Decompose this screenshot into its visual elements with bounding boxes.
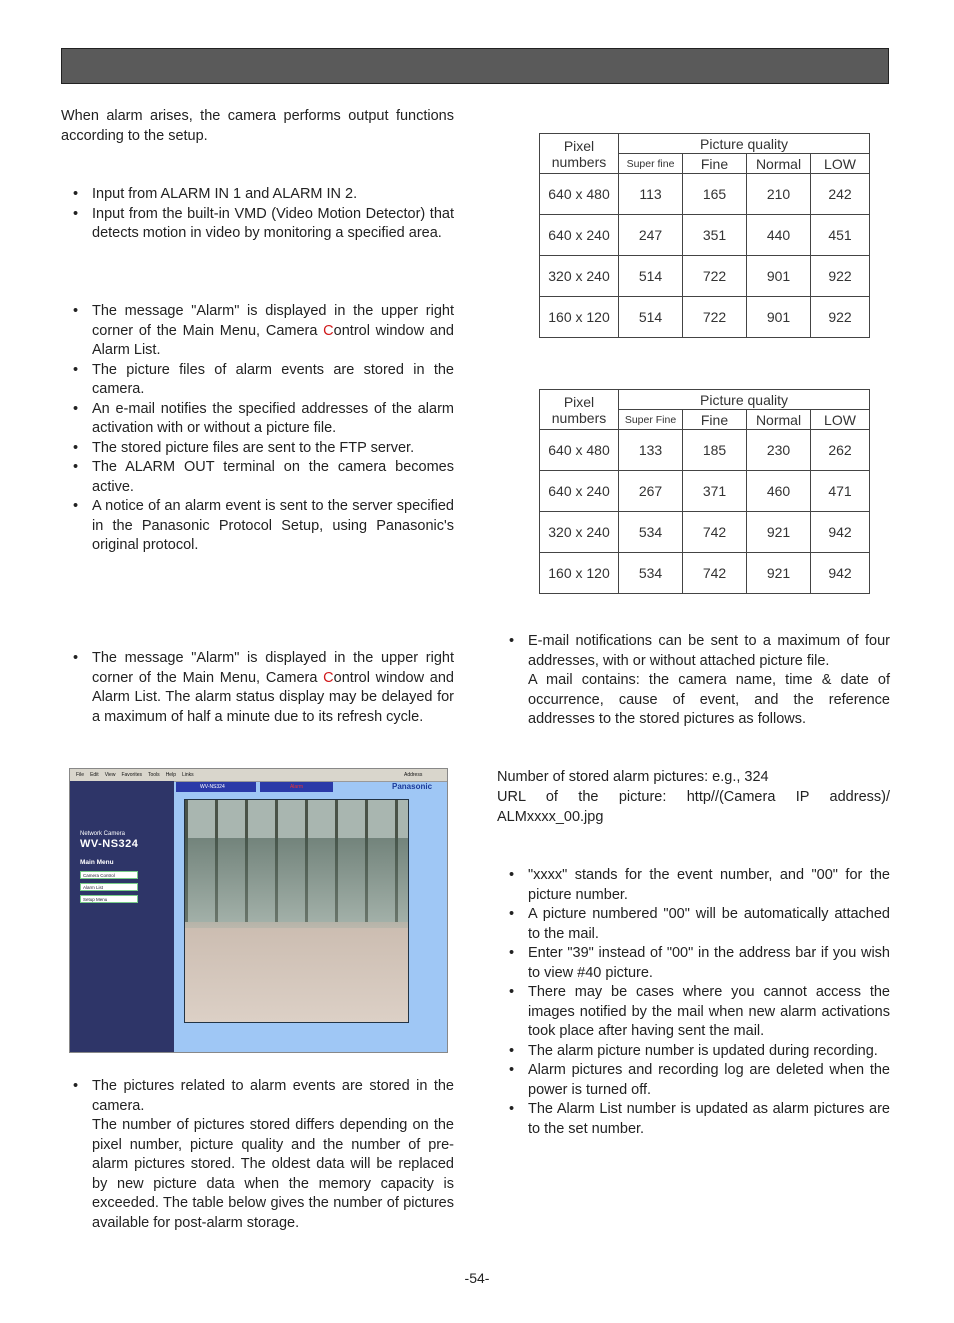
list-item: • Alarm pictures and recording log are deleted when the power is turned off. xyxy=(497,1061,890,1100)
list-item: • Input from the built-in VMD (Video Motion Detector) that detects motion in video by monitoring a specified area. xyxy=(61,205,454,244)
list-item: • The Alarm List number is updated as alarm pictures are to the set number. xyxy=(497,1100,890,1139)
email-note-list xyxy=(497,632,890,730)
camera-sidebar xyxy=(70,781,174,1053)
list-item: • Enter "39" instead of "00" in the address bar if you wish to view #40 picture. xyxy=(497,944,890,983)
cell: 742 xyxy=(683,512,747,553)
list-item: • An e-mail notifies the specified addresses of the alarm activation with or without a picture file. xyxy=(61,400,454,439)
cell: 230 xyxy=(747,430,811,471)
cell: 242 xyxy=(811,174,870,215)
cell: 901 xyxy=(747,297,811,338)
sidebar-subtitle: Network Camera xyxy=(80,831,126,837)
sub-header: LOW xyxy=(811,154,870,174)
camera-name-bar: WV-NS324 xyxy=(176,782,256,792)
list-item: • Input from ALARM IN 1 and ALARM IN 2. xyxy=(61,185,454,205)
table-row xyxy=(540,553,870,594)
action-list xyxy=(61,302,454,556)
cell: 160 x 120 xyxy=(540,553,619,594)
camera-model: WV-NS324 xyxy=(80,838,139,850)
cell: 460 xyxy=(747,471,811,512)
sub-header: LOW xyxy=(811,410,870,430)
cell: 165 xyxy=(683,174,747,215)
list-item: • A picture numbered "00" will be automatically attached to the mail. xyxy=(497,905,890,944)
picture-table-1 xyxy=(539,133,870,338)
list-item: • The stored picture files are sent to the FTP server. xyxy=(61,439,454,459)
cell: 921 xyxy=(747,553,811,594)
storage-note-list xyxy=(61,1077,454,1233)
cell: 922 xyxy=(811,256,870,297)
cell: 722 xyxy=(683,256,747,297)
table-row xyxy=(540,297,870,338)
table-row xyxy=(540,512,870,553)
browser-screenshot xyxy=(69,768,448,1053)
list-item: • "xxxx" stands for the event number, and "00" for the picture number. xyxy=(497,866,890,905)
cell: 185 xyxy=(683,430,747,471)
picture-table-2 xyxy=(539,389,870,594)
cell: 320 x 240 xyxy=(540,512,619,553)
url-text: URL of the picture: http//(Camera IP address)/ ALMxxxx_00.jpg xyxy=(497,789,890,825)
cell: 210 xyxy=(747,174,811,215)
list-item: • A notice of an alarm event is sent to the server specified in the Panasonic Protocol Setup, using Panasonic's original protocol. xyxy=(61,497,454,556)
trigger-list xyxy=(61,185,454,244)
alarm-indicator: Alarm xyxy=(260,782,333,792)
camera-control-button[interactable]: Camera Control xyxy=(80,871,138,879)
cell: 742 xyxy=(683,553,747,594)
sub-header: Fine xyxy=(683,154,747,174)
sub-header: Fine xyxy=(683,410,747,430)
cell: 160 x 120 xyxy=(540,297,619,338)
cell: 514 xyxy=(619,297,683,338)
setup-menu-button[interactable]: Setup Menu xyxy=(80,895,138,903)
main-menu-title: Main Menu xyxy=(80,859,114,866)
header-pixel: Pixel numbers xyxy=(540,134,619,174)
header-quality: Picture quality xyxy=(619,134,870,154)
cell: 640 x 480 xyxy=(540,430,619,471)
cell: 640 x 240 xyxy=(540,471,619,512)
brand-logo: Panasonic xyxy=(392,782,433,791)
list-item: • The alarm picture number is updated during recording. xyxy=(497,1042,890,1062)
table-row xyxy=(540,430,870,471)
camera-video-image xyxy=(184,799,409,1023)
cell: 451 xyxy=(811,215,870,256)
sub-header: Super fine xyxy=(619,154,683,174)
sub-header: Super Fine xyxy=(619,410,683,430)
display-note-list xyxy=(61,649,454,727)
cell: 640 x 480 xyxy=(540,174,619,215)
cell: 440 xyxy=(747,215,811,256)
cell: 371 xyxy=(683,471,747,512)
cell: 113 xyxy=(619,174,683,215)
intro-text: When alarm arises, the camera performs output functions according to the setup. xyxy=(61,108,454,144)
sub-header: Normal xyxy=(747,410,811,430)
cell: 247 xyxy=(619,215,683,256)
list-item: • There may be cases where you cannot access the images notified by the mail when new alarm activations took place after having sent the mail. xyxy=(497,983,890,1042)
table-row xyxy=(540,256,870,297)
table-row xyxy=(540,471,870,512)
cell: 901 xyxy=(747,256,811,297)
list-item: • The message "Alarm" is displayed in the upper right corner of the Main Menu, Camera Control window and Alarm List. xyxy=(61,302,454,361)
page-number: -54- xyxy=(464,1270,490,1286)
cell: 514 xyxy=(619,256,683,297)
cell: 320 x 240 xyxy=(540,256,619,297)
section-header-bar xyxy=(61,48,889,84)
sub-header: Normal xyxy=(747,154,811,174)
cell: 133 xyxy=(619,430,683,471)
cell: 942 xyxy=(811,512,870,553)
cell: 262 xyxy=(811,430,870,471)
notes-list xyxy=(497,866,890,1139)
list-item: • The message "Alarm" is displayed in the upper right corner of the Main Menu, Camera Control window and Alarm List. The alarm status display may be delayed for a maximum of half a minute due to its refresh cycle. xyxy=(61,649,454,727)
list-item: • The ALARM OUT terminal on the camera becomes active. xyxy=(61,458,454,497)
list-item: • E-mail notifications can be sent to a maximum of four addresses, with or without attached picture file. A mail contains: the camera name, time & date of occurrence, cause of event, and the reference addresses to the stored pictures as follows. xyxy=(497,632,890,730)
cell: 922 xyxy=(811,297,870,338)
cell: 267 xyxy=(619,471,683,512)
cell: 640 x 240 xyxy=(540,215,619,256)
stored-count-text: Number of stored alarm pictures: e.g., 324 xyxy=(497,769,769,785)
table-row xyxy=(540,174,870,215)
header-quality: Picture quality xyxy=(619,390,870,410)
cell: 722 xyxy=(683,297,747,338)
table-row xyxy=(540,215,870,256)
cell: 471 xyxy=(811,471,870,512)
video-glass-overlay xyxy=(185,838,408,928)
cell: 351 xyxy=(683,215,747,256)
cell: 942 xyxy=(811,553,870,594)
cell: 534 xyxy=(619,553,683,594)
cell: 534 xyxy=(619,512,683,553)
list-item: • The picture files of alarm events are stored in the camera. xyxy=(61,361,454,400)
browser-menubar: File Edit View Favorites Tools Help Links Address xyxy=(70,769,448,782)
header-pixel: Pixel numbers xyxy=(540,390,619,430)
cell: 921 xyxy=(747,512,811,553)
list-item: • The pictures related to alarm events are stored in the camera. The number of pictures stored differs depending on the pixel number, picture quality and the number of pre-alarm pictures stored. The oldest data will be replaced by new picture data when the memory capacity is exceeded. The table below gives the number of pictures available for post-alarm storage. xyxy=(61,1077,454,1233)
alarm-list-button[interactable]: Alarm List xyxy=(80,883,138,891)
